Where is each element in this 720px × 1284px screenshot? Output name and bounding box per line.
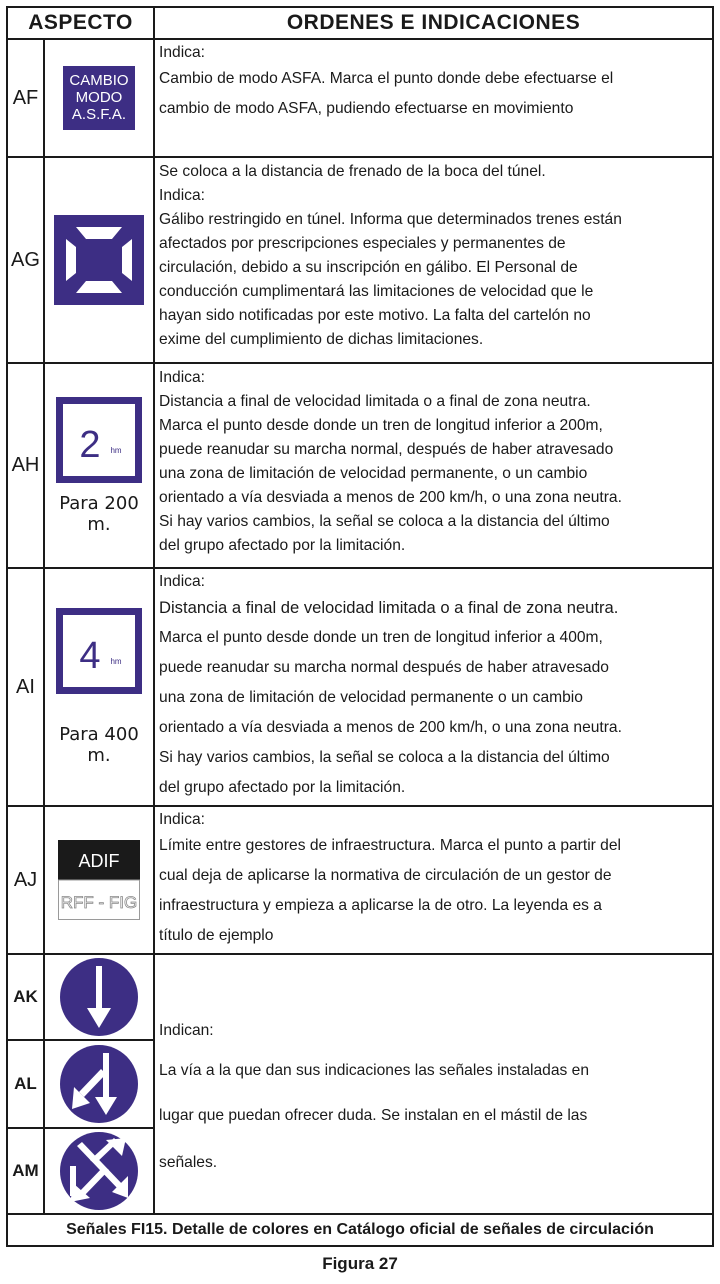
table-caption: Señales FI15. Detalle de colores en Catálogo oficial de señales de circulación: [7, 1214, 713, 1246]
desc-line: Indica:: [159, 187, 205, 204]
row-code: AJ: [7, 806, 44, 954]
desc-line: Si hay varios cambios, la señal se coloca a la distancia del último: [159, 513, 610, 530]
desc-line: Marca el punto desde donde un tren de longitud inferior a 200m,: [159, 417, 603, 434]
desc-line: orientado a vía desviada a menos de 200 km/h, o una zona neutra.: [159, 719, 622, 736]
table-header-row: [7, 7, 713, 39]
ordenes-header: ORDENES E INDICACIONES: [154, 7, 713, 39]
table-row-ah: [7, 363, 713, 568]
sign-cell-ai: [44, 568, 154, 806]
desc-line: Si hay varios cambios, la señal se coloca a la distancia del último: [159, 749, 610, 766]
row-code: AF: [7, 39, 44, 157]
signals-table-document: [6, 6, 712, 1247]
table-row-ag: [7, 157, 713, 363]
sign-text-line-2: MODO: [75, 89, 123, 106]
infrastructure-limit-sign-icon: [58, 840, 140, 920]
row-code: AH: [7, 363, 44, 568]
sign-cell-al: [44, 1040, 154, 1128]
figure-label: Figura 27: [322, 1254, 398, 1273]
distance-sign-2hm-icon: [56, 397, 142, 483]
sign-cell-ah: [44, 363, 154, 568]
table-row-af: [7, 39, 713, 157]
desc-line: infraestructura y empieza a aplicarse la de otro. La leyenda es a: [159, 897, 602, 914]
sign-caption: Para 400 m.: [59, 724, 139, 766]
sign-cell-af: [44, 39, 154, 157]
sign-number: 4: [79, 635, 101, 677]
multi-arrow-circle-icon: [60, 1132, 138, 1210]
desc-line: puede reanudar su marcha normal, después de haber atravesado: [159, 441, 614, 458]
row-code: AM: [7, 1128, 44, 1214]
table-row-aj: [7, 806, 713, 954]
desc-line: hayan sido notificadas por este motivo. La falta del cartelón no: [159, 307, 591, 324]
description-ak-al-am: [154, 954, 713, 1214]
desc-line: Indica:: [159, 811, 205, 828]
desc-line: Distancia a final de velocidad limitada o a final de zona neutra.: [159, 393, 591, 410]
desc-line: Indican:: [159, 1022, 214, 1039]
desc-line: Límite entre gestores de infraestructura. Marca el punto a partir del: [159, 837, 621, 854]
desc-line: del grupo afectado por la limitación.: [159, 537, 406, 554]
desc-line: cual deja de aplicarse la normativa de circulación de un gestor de: [159, 867, 612, 884]
sign-number: 2: [79, 423, 101, 466]
sign-unit: hm: [110, 657, 122, 666]
sign-text-line-3: A.S.F.A.: [71, 106, 127, 123]
description-af: [154, 39, 713, 157]
sign-cell-aj: [44, 806, 154, 954]
desc-line: cambio de modo ASFA, pudiendo efectuarse en movimiento: [159, 100, 574, 117]
split-arrow-circle-icon: [60, 1045, 138, 1123]
row-code: AL: [7, 1040, 44, 1128]
down-arrow-circle-icon: [60, 958, 138, 1036]
aspecto-header: ASPECTO: [7, 7, 154, 39]
row-code: AK: [7, 954, 44, 1040]
description-ai: [154, 568, 713, 806]
desc-line: título de ejemplo: [159, 927, 274, 944]
table-caption-row: [7, 1214, 713, 1246]
desc-line: Distancia a final de velocidad limitada o a final de zona neutra.: [159, 598, 619, 617]
sign-bottom-text: RFF - FIG: [60, 893, 138, 912]
desc-line: lugar que puedan ofrecer duda. Se instalan en el mástil de las: [159, 1107, 588, 1124]
signals-table: [6, 6, 714, 1247]
asfa-mode-sign-icon: [63, 66, 135, 130]
sign-caption: Para 200 m.: [59, 492, 139, 535]
row-code: AG: [7, 157, 44, 363]
desc-line: La vía a la que dan sus indicaciones las señales instaladas en: [159, 1062, 589, 1079]
desc-line: del grupo afectado por la limitación.: [159, 779, 406, 796]
desc-line: exime del cumplimiento de dichas limitaciones.: [159, 331, 484, 348]
sign-top-text: ADIF: [78, 851, 120, 871]
desc-line: circulación, debido a su inscripción en gálibo. El Personal de: [159, 259, 578, 276]
table-row-ak: [7, 954, 713, 1040]
tunnel-gauge-sign-icon: [54, 215, 144, 305]
distance-sign-4hm-icon: [56, 608, 142, 694]
desc-line: conducción cumplimentará las limitaciones de velocidad que le: [159, 283, 594, 300]
desc-line: Se coloca a la distancia de frenado de la boca del túnel.: [159, 163, 546, 180]
desc-line: puede reanudar su marcha normal después de haber atravesado: [159, 659, 609, 676]
desc-line: Cambio de modo ASFA. Marca el punto donde debe efectuarse el: [159, 70, 614, 87]
desc-line: Indica:: [159, 44, 205, 61]
desc-line: Indica:: [159, 573, 205, 590]
row-code: AI: [7, 568, 44, 806]
sign-cell-ag: [44, 157, 154, 363]
sign-cell-ak: [44, 954, 154, 1040]
desc-line: Marca el punto desde donde un tren de longitud inferior a 400m,: [159, 629, 603, 646]
desc-line: Gálibo restringido en túnel. Informa que determinados trenes están: [159, 211, 622, 228]
sign-text-line-1: CAMBIO: [69, 72, 129, 89]
description-aj: [154, 806, 713, 954]
sign-cell-am: [44, 1128, 154, 1214]
desc-line: afectados por prescripciones especiales y permanentes de: [159, 235, 566, 252]
desc-line: Indica:: [159, 369, 205, 386]
desc-line: una zona de limitación de velocidad permanente o un cambio: [159, 689, 583, 706]
desc-line: orientado a vía desviada a menos de 200 km/h, o una zona neutra.: [159, 489, 622, 506]
table-row-ai: [7, 568, 713, 806]
desc-line: señales.: [159, 1154, 218, 1171]
sign-unit: hm: [110, 445, 122, 455]
desc-line: una zona de limitación de velocidad permanente, o un cambio: [159, 465, 588, 482]
description-ah: [154, 363, 713, 568]
description-ag: [154, 157, 713, 363]
